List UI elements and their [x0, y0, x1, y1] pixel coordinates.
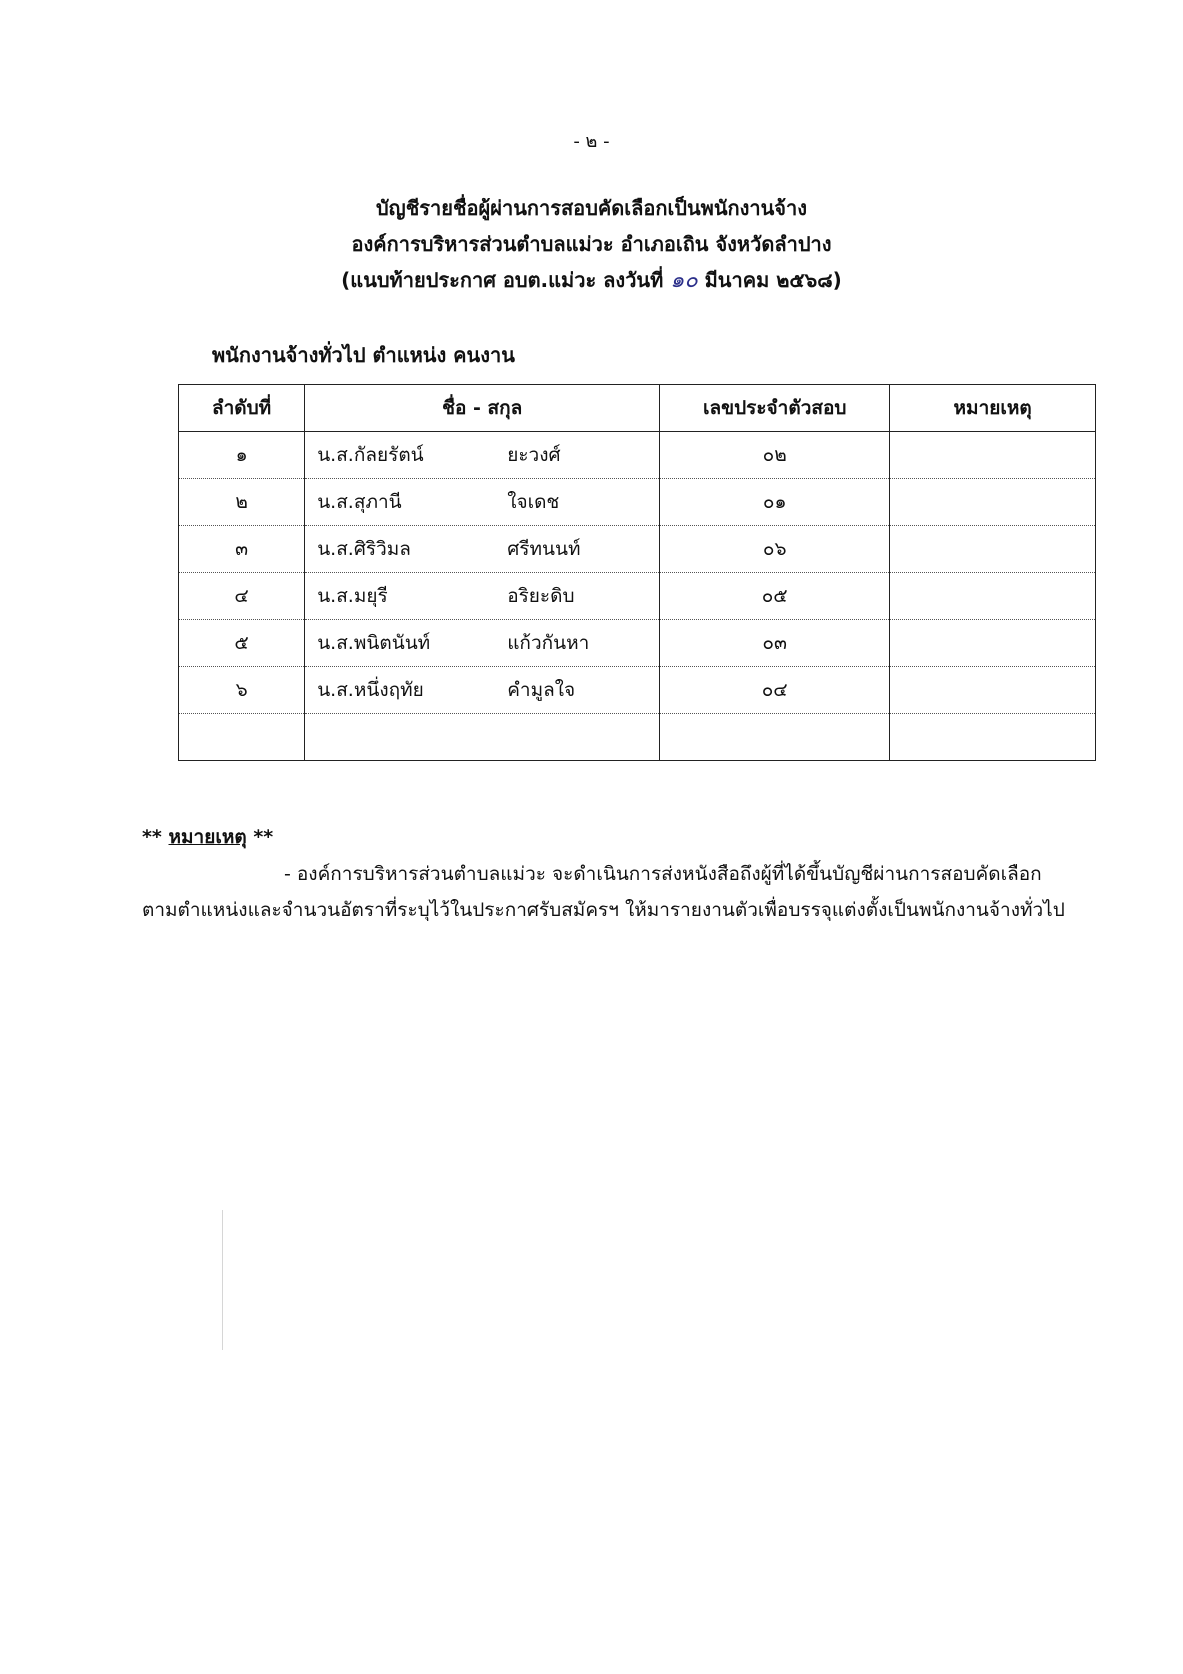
row-name — [305, 526, 660, 573]
row-last-name: อริยะดิบ — [507, 585, 575, 607]
row-exam-id: ๐๒ — [660, 432, 890, 479]
table-row — [179, 667, 1096, 714]
results-table — [178, 384, 1096, 761]
scan-artifact-line — [222, 1210, 223, 1350]
note-stars-left: ** — [142, 826, 162, 848]
row-name — [305, 667, 660, 714]
row-first-name: น.ส.พนิตนันท์ — [317, 632, 431, 654]
row-remark — [890, 620, 1096, 667]
row-order: ๑ — [179, 432, 305, 479]
row-order: ๒ — [179, 479, 305, 526]
note-label: หมายเหตุ — [168, 826, 247, 848]
row-first-name: น.ส.สุภานี — [317, 491, 402, 513]
title-line-3-suffix: มีนาคม ๒๕๖๘) — [704, 268, 842, 292]
empty-cell — [179, 714, 305, 761]
title-line-3 — [0, 262, 1183, 299]
row-remark — [890, 667, 1096, 714]
row-remark — [890, 526, 1096, 573]
row-last-name: ศรีทนนท์ — [507, 538, 581, 560]
table-row — [179, 526, 1096, 573]
row-first-name: น.ส.กัลยรัตน์ — [317, 444, 424, 466]
row-exam-id: ๐๔ — [660, 667, 890, 714]
row-order: ๖ — [179, 667, 305, 714]
row-first-name: น.ส.มยุรี — [317, 585, 388, 607]
row-order: ๕ — [179, 620, 305, 667]
row-exam-id: ๐๓ — [660, 620, 890, 667]
row-exam-id: ๐๑ — [660, 479, 890, 526]
title-line-3-prefix: (แนบท้ายประกาศ อบต.แม่วะ ลงวันที่ — [341, 268, 664, 292]
table-row — [179, 620, 1096, 667]
page-number: - ๒ - — [573, 131, 610, 152]
row-name — [305, 479, 660, 526]
row-name — [305, 432, 660, 479]
header-exam-id: เลขประจำตัวสอบ — [660, 385, 890, 432]
row-last-name: แก้วกันหา — [507, 632, 590, 654]
empty-cell — [890, 714, 1096, 761]
row-name — [305, 620, 660, 667]
row-name — [305, 573, 660, 620]
title-line-2: องค์การบริหารส่วนตำบลแม่วะ อำเภอเถิน จังหวัดลำปาง — [351, 232, 832, 256]
note-text: - องค์การบริหารส่วนตำบลแม่วะ จะดำเนินการส่งหนังสือถึงผู้ที่ได้ขึ้นบัญชีผ่านการสอบคัดเลือก ตามตำแหน่งและจำนวนอัตราที่ระบุไว้ในประกาศรับสมัครฯ ให้มารายงานตัวเพื่อบรรจุแต่งตั้งเป็นพนักงานจ้างทั่วไป — [142, 863, 1065, 921]
table-header-row — [179, 385, 1096, 432]
row-first-name: น.ส.หนึ่งฤทัย — [317, 679, 424, 701]
row-first-name: น.ส.ศิริวิมล — [317, 538, 411, 560]
table-row — [179, 432, 1096, 479]
row-exam-id: ๐๖ — [660, 526, 890, 573]
row-order: ๔ — [179, 573, 305, 620]
title-line-1: บัญชีรายชื่อผู้ผ่านการสอบคัดเลือกเป็นพนักงานจ้าง — [375, 196, 808, 220]
empty-cell — [660, 714, 890, 761]
row-last-name: คำมูลใจ — [507, 679, 576, 701]
row-order: ๓ — [179, 526, 305, 573]
row-remark — [890, 432, 1096, 479]
row-exam-id: ๐๕ — [660, 573, 890, 620]
note-stars-right: ** — [253, 826, 274, 848]
document-title — [0, 190, 1183, 299]
empty-cell — [305, 714, 660, 761]
note-paragraph — [142, 856, 1072, 928]
header-name: ชื่อ - สกุล — [305, 385, 660, 432]
table-row — [179, 573, 1096, 620]
handwritten-day: ๑๐ — [670, 268, 698, 293]
section-heading: พนักงานจ้างทั่วไป ตำแหน่ง คนงาน — [212, 343, 515, 367]
header-remark: หมายเหตุ — [890, 385, 1096, 432]
note-heading — [142, 822, 273, 852]
row-last-name: ยะวงศ์ — [507, 444, 561, 466]
table-row-empty — [179, 714, 1096, 761]
header-order: ลำดับที่ — [179, 385, 305, 432]
table-row — [179, 479, 1096, 526]
row-remark — [890, 573, 1096, 620]
row-remark — [890, 479, 1096, 526]
row-last-name: ใจเดช — [507, 491, 560, 513]
